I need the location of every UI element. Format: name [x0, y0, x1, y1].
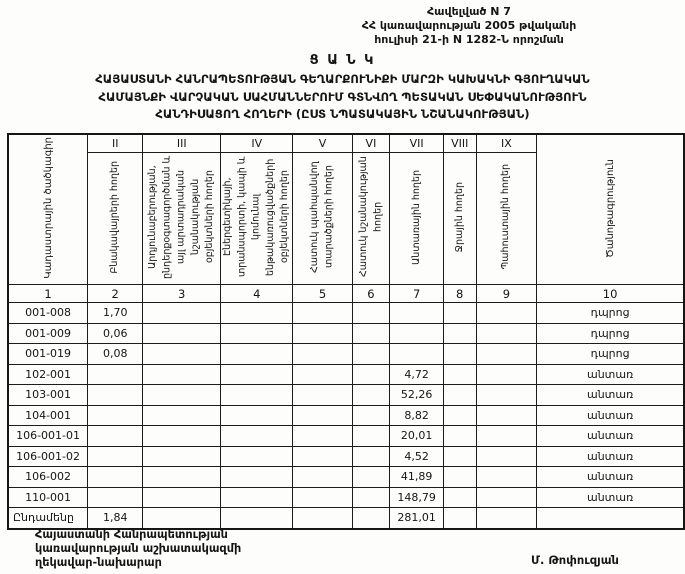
area-value-cell	[88, 405, 143, 426]
area-value-cell	[443, 446, 476, 467]
area-value-cell	[293, 323, 352, 344]
cadastral-code-cell: 001-019	[8, 344, 88, 365]
remark-cell: անտառ	[537, 385, 684, 406]
area-value-cell	[476, 487, 537, 508]
area-value-cell	[476, 303, 537, 324]
signature-name: Մ. Թոփուզյան	[531, 553, 619, 567]
area-value-cell	[476, 323, 537, 344]
footer-line-1: Հայաստանի Հանրապետության	[35, 528, 228, 541]
area-value-cell	[221, 487, 293, 508]
area-value-cell	[293, 426, 352, 447]
col-header-settlement-lands: Բնակավայրերի հողեր	[88, 153, 143, 285]
table-row	[8, 344, 684, 365]
area-value-cell	[443, 323, 476, 344]
title-line-2: ՀԱՄԱՅՆՔԻ ՎԱՐՉԱԿԱՆ ՍԱՀՄԱՆՆԵՐՈՒՄ ԳՏՆՎՈՂ ՊԵՏԱԿԱՆ ՍԵՓԱԿԱՆՈՒԹՅՈՒՆ	[98, 89, 587, 104]
area-value-cell	[143, 405, 221, 426]
area-value-cell	[443, 467, 476, 488]
area-value-cell	[390, 344, 444, 365]
area-value-cell	[352, 426, 390, 447]
area-value-cell	[143, 385, 221, 406]
table-row	[8, 385, 684, 406]
area-value-cell: 1,70	[88, 303, 143, 324]
area-value-cell	[352, 364, 390, 385]
area-value-cell	[293, 364, 352, 385]
area-value-cell: 1,84	[88, 508, 143, 529]
area-value-cell	[476, 426, 537, 447]
area-value-cell	[352, 487, 390, 508]
title-line-1: ՀԱՅԱՍՏԱՆԻ ՀԱՆՐԱՊԵՏՈՒԹՅԱՆ ԳԵՂԱՐՔՈՒՆԻՔԻ ՄԱՐԶԻ ԿԱԽԱԿՆԻ ԳՅՈՒՂԱԿԱՆ	[95, 72, 590, 86]
area-value-cell	[88, 487, 143, 508]
area-value-cell	[443, 508, 476, 529]
total-row	[8, 508, 684, 529]
footer-line-3: ղեկավար-նախարար	[35, 555, 162, 569]
column-numbers-row	[8, 285, 684, 303]
table-row	[8, 487, 684, 508]
column-number: 8	[443, 285, 476, 303]
area-value-cell	[221, 303, 293, 324]
area-value-cell	[352, 467, 390, 488]
area-value-cell	[88, 385, 143, 406]
land-parcels-table	[7, 133, 685, 530]
area-value-cell	[88, 446, 143, 467]
col-header-reserve-lands: Պահուստային հողեր	[476, 153, 537, 285]
cadastral-code-cell: 110-001	[8, 487, 88, 508]
area-value-cell	[293, 385, 352, 406]
area-value-cell	[476, 467, 537, 488]
title-line-3: ՀԱՆԴԻՍԱՑՈՂ ՀՈՂԵՐԻ (ԸՍՏ ՆՊԱՏԱԿԱՅԻՆ ՆՇԱՆԱԿՈՒԹՅԱՆ)	[155, 107, 530, 121]
area-value-cell	[443, 344, 476, 365]
col-header-protected-lands: Հատուկ պահպանվող տարածքների հողեր	[293, 153, 352, 285]
remark-cell	[537, 508, 684, 529]
column-number: 7	[390, 285, 444, 303]
cadastral-code-cell: 102-001	[8, 364, 88, 385]
area-value-cell	[293, 446, 352, 467]
area-value-cell	[443, 303, 476, 324]
area-value-cell	[476, 446, 537, 467]
cadastral-code-cell: 104-001	[8, 405, 88, 426]
area-value-cell	[221, 405, 293, 426]
area-value-cell: 4,72	[390, 364, 444, 385]
area-value-cell	[221, 467, 293, 488]
appendix-line-3: հուլիսի 21-ի N 1282-Ն որոշման	[374, 33, 564, 46]
table-row	[8, 364, 684, 385]
area-value-cell	[352, 385, 390, 406]
col-header-remark: Ծանոթագրություն	[537, 134, 684, 285]
area-value-cell	[443, 487, 476, 508]
remark-cell: անտառ	[537, 467, 684, 488]
area-value-cell	[476, 344, 537, 365]
roman-numeral-II: II	[88, 134, 143, 153]
area-value-cell	[293, 344, 352, 365]
roman-numeral-IV: IV	[221, 134, 293, 153]
roman-numeral-VII: VII	[390, 134, 444, 153]
footer-signatory-block	[35, 528, 241, 569]
table-row	[8, 405, 684, 426]
area-value-cell	[293, 487, 352, 508]
area-value-cell	[293, 405, 352, 426]
area-value-cell	[221, 344, 293, 365]
area-value-cell	[390, 323, 444, 344]
remark-cell: դպրոց	[537, 303, 684, 324]
cadastral-code-cell: 001-009	[8, 323, 88, 344]
roman-numeral-row	[8, 134, 684, 153]
appendix-header	[328, 5, 610, 47]
area-value-cell	[143, 487, 221, 508]
area-value-cell	[221, 508, 293, 529]
area-value-cell: 0,08	[88, 344, 143, 365]
col-header-special-purpose-lands: Հատուկ նշանակության հողեր	[352, 153, 390, 285]
area-value-cell	[476, 508, 537, 529]
column-number: 3	[143, 285, 221, 303]
title-block	[0, 53, 685, 124]
roman-numeral-III: III	[143, 134, 221, 153]
area-value-cell	[143, 303, 221, 324]
area-value-cell	[443, 426, 476, 447]
area-value-cell	[352, 344, 390, 365]
area-value-cell	[221, 446, 293, 467]
area-value-cell	[352, 303, 390, 324]
area-value-cell	[443, 405, 476, 426]
table-row	[8, 303, 684, 324]
area-value-cell: 148,79	[390, 487, 444, 508]
area-value-cell	[293, 508, 352, 529]
area-value-cell	[352, 508, 390, 529]
area-value-cell	[352, 323, 390, 344]
cadastral-code-cell: 106-001-02	[8, 446, 88, 467]
area-value-cell: 8,82	[390, 405, 444, 426]
col-header-water-lands: Ջրային հողեր	[443, 153, 476, 285]
remark-cell: անտառ	[537, 426, 684, 447]
col-header-cadastral-code: Կադաստրային ծածկագիր	[8, 134, 88, 285]
column-number: 5	[293, 285, 352, 303]
cadastral-code-cell: 106-002	[8, 467, 88, 488]
area-value-cell	[221, 426, 293, 447]
area-value-cell: 4,52	[390, 446, 444, 467]
area-value-cell	[221, 385, 293, 406]
area-value-cell	[143, 508, 221, 529]
table-row	[8, 446, 684, 467]
remark-cell: դպրոց	[537, 344, 684, 365]
roman-numeral-V: V	[293, 134, 352, 153]
area-value-cell	[352, 446, 390, 467]
table-row	[8, 467, 684, 488]
column-number: 10	[537, 285, 684, 303]
cadastral-code-cell: 103-001	[8, 385, 88, 406]
area-value-cell	[88, 467, 143, 488]
appendix-line-2: ՀՀ կառավարության 2005 թվականի	[361, 19, 577, 32]
footer-line-2: կառավարության աշխատակազմի	[35, 541, 242, 555]
area-value-cell	[88, 426, 143, 447]
column-number: 6	[352, 285, 390, 303]
area-value-cell	[143, 467, 221, 488]
area-value-cell: 281,01	[390, 508, 444, 529]
total-label-cell: Ընդամենը	[8, 508, 88, 529]
area-value-cell	[390, 303, 444, 324]
appendix-line-1: Հավելված N 7	[427, 5, 511, 18]
table-row	[8, 323, 684, 344]
area-value-cell	[443, 364, 476, 385]
remark-cell: անտառ	[537, 405, 684, 426]
remark-cell: անտառ	[537, 446, 684, 467]
area-value-cell	[221, 323, 293, 344]
cadastral-code-cell: 106-001-01	[8, 426, 88, 447]
col-header-forest-lands: Անտառային հողեր	[390, 153, 444, 285]
table-row	[8, 426, 684, 447]
area-value-cell	[293, 467, 352, 488]
area-value-cell	[143, 323, 221, 344]
area-value-cell	[88, 364, 143, 385]
document-title: Ց Ա Ն Կ	[309, 53, 376, 68]
area-value-cell	[476, 364, 537, 385]
area-value-cell: 0,06	[88, 323, 143, 344]
cadastral-code-cell: 001-008	[8, 303, 88, 324]
area-value-cell	[221, 364, 293, 385]
area-value-cell	[143, 446, 221, 467]
area-value-cell	[443, 385, 476, 406]
roman-numeral-VIII: VIII	[443, 134, 476, 153]
column-number: 9	[476, 285, 537, 303]
area-value-cell	[476, 405, 537, 426]
area-value-cell	[476, 385, 537, 406]
roman-numeral-IX: IX	[476, 134, 537, 153]
remark-cell: դպրոց	[537, 323, 684, 344]
area-value-cell: 52,26	[390, 385, 444, 406]
roman-numeral-VI: VI	[352, 134, 390, 153]
area-value-cell	[143, 364, 221, 385]
area-value-cell	[293, 303, 352, 324]
column-number: 1	[8, 285, 88, 303]
area-value-cell: 20,01	[390, 426, 444, 447]
remark-cell: անտառ	[537, 364, 684, 385]
area-value-cell: 41,89	[390, 467, 444, 488]
area-value-cell	[143, 426, 221, 447]
column-number: 2	[88, 285, 143, 303]
area-value-cell	[143, 344, 221, 365]
area-value-cell	[352, 405, 390, 426]
remark-cell: անտառ	[537, 487, 684, 508]
column-number: 4	[221, 285, 293, 303]
col-header-industrial-lands: Արդյունաբերության, ընդերքօգտագործման և այլ արտադրական նշանակության օբյեկտների հողեր	[143, 153, 221, 285]
col-header-infrastructure-lands: Էներգետիկայի, տրանսպորտի, կապի և կոմունալ ենթակառուցվածքների օբյեկտների հողեր	[221, 153, 293, 285]
table-body	[8, 303, 684, 529]
